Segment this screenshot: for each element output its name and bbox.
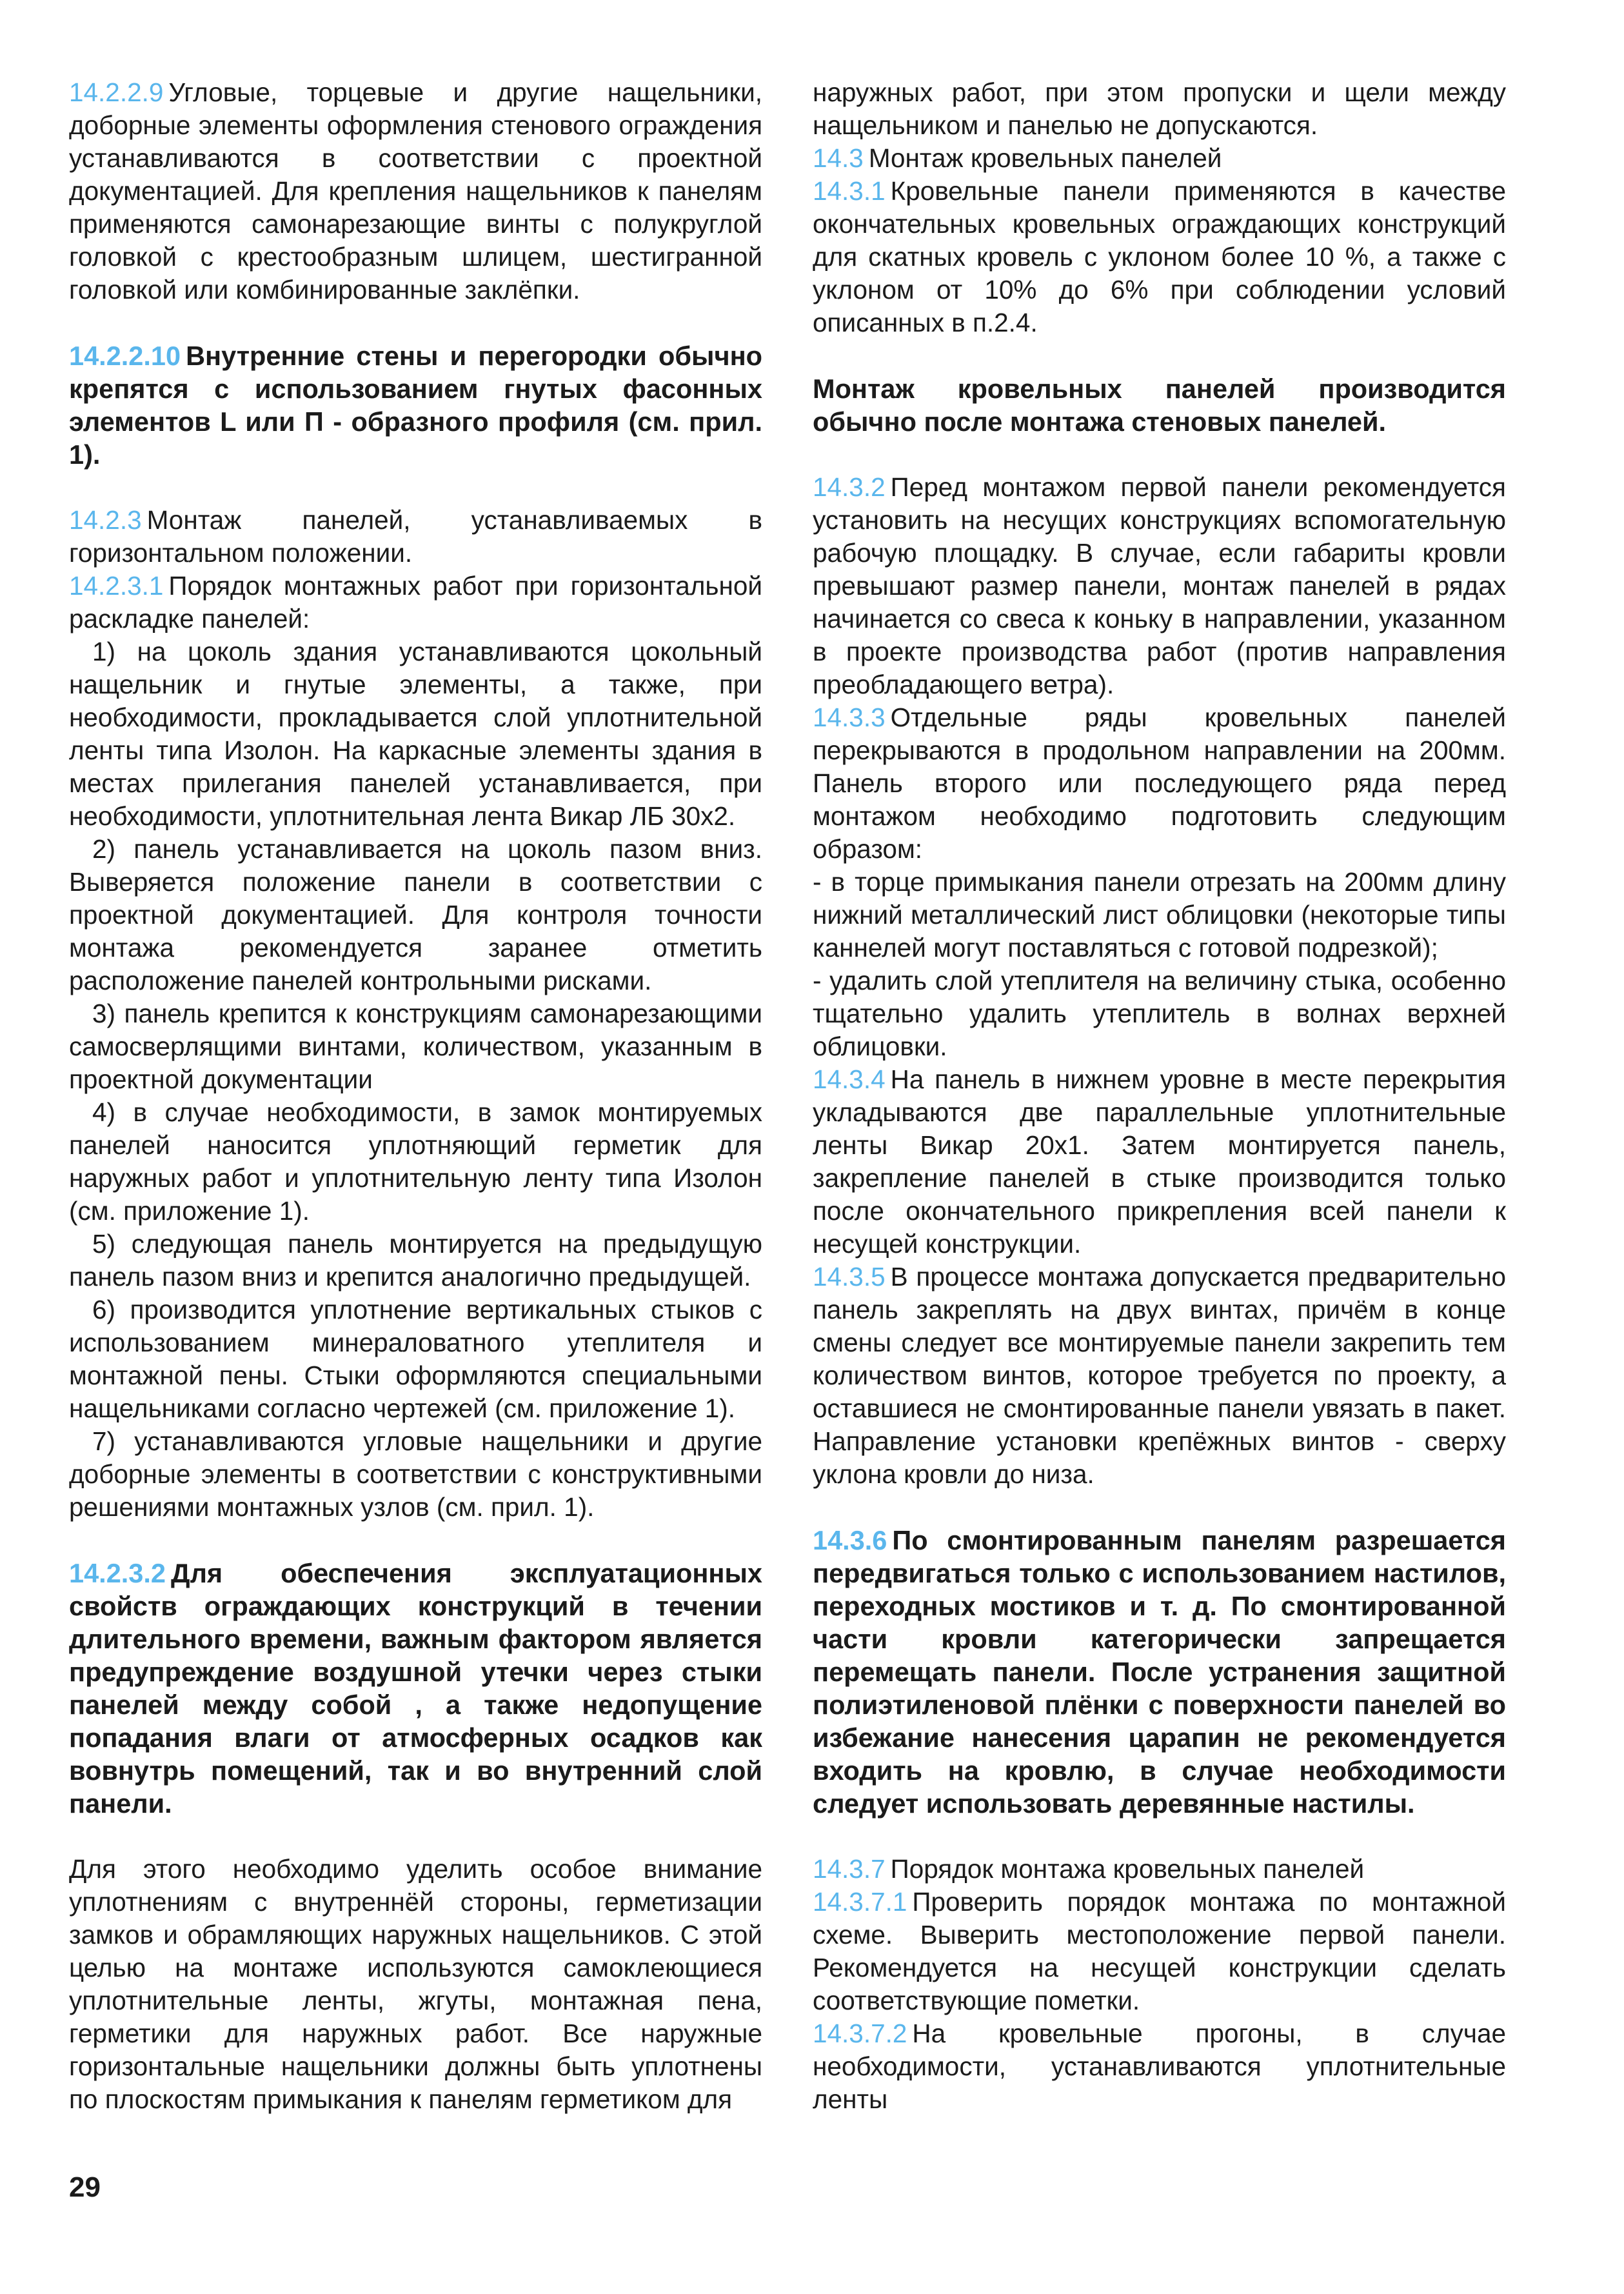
clause-number: 14.2.3.1 — [69, 571, 164, 601]
list-item: 4) в случае необходимости, в замок монтируемых панелей наносится уплотняющий герметик для наружных работ и уплотнительную ленту типа Изолон (см. приложение 1). — [69, 1097, 762, 1226]
list-item: 5) следующая панель монтируется на предыдущую панель пазом вниз и крепится аналогично предыдущей. — [69, 1229, 762, 1292]
clause-14-3-7 — [813, 1853, 1506, 1886]
clause-14-3-3 — [813, 701, 1506, 866]
clause-text: Монтаж кровельных панелей — [868, 143, 1222, 173]
clause-text: Перед монтажом первой панели рекомендуется установить на несущих конструкциях вспомогательную рабочую площадку. В случае, если габариты кровли превышают размер панели, монтаж панелей в рядах начинается со свеса к коньку в направлении, указанном в проекте производства работ (против направления преобладающего ветра). — [813, 472, 1506, 699]
clause-14-2-2-10 — [69, 339, 762, 471]
list-item: 3) панель крепится к конструкциям самонарезающими самосверлящими винтами, количеством, указанным в проектной документации — [69, 999, 762, 1094]
left-column — [69, 76, 762, 2116]
paragraph-continued: наружных работ, при этом пропуски и щели между нащельником и панелью не допускаются. — [813, 77, 1506, 140]
page-number: 29 — [69, 2171, 101, 2203]
clause-14-3-4 — [813, 1063, 1506, 1261]
clause-number: 14.3.1 — [813, 176, 886, 206]
list-item: 6) производится уплотнение вертикальных стыков с использованием минераловатного утеплителя и монтажной пены. Стыки оформляются специальными нащельниками согласно чертежей (см. приложение 1). — [69, 1295, 762, 1423]
clause-14-3-5 — [813, 1261, 1506, 1491]
clause-text: По смонтированным панелям разрешается передвигаться только с использованием настилов, переходных мостиков и т. д. По смонтированной части кровли категорически запрещается перемещать панели. После устранения защитной полиэтиленовой плёнки с поверхности панелей во избежание нанесения царапин не рекомендуется входить на кровлю, в случае необходимости следует использовать деревянные настилы. — [813, 1525, 1506, 1819]
clause-text: Для обеспечения эксплуатационных свойств ограждающих конструкций в течении длительного времени, важным фактором является предупреждение воздушной утечки через стыки панелей между собой , а также недопущение попадания влаги от атмосферных осадков как вовнутрь помещений, так и во внутренний слой панели. — [69, 1558, 762, 1819]
list-item: - удалить слой утеплителя на величину стыка, особенно тщательно удалить утеплитель в волнах верхней облицовки. — [813, 966, 1506, 1061]
clause-text: В процессе монтажа допускается предварительно панель закреплять на двух винтах, причём в конце смены следует все монтируемые панели закрепить тем количеством винтов, которое требуется по проекту, а оставшиеся не смонтированные панели увязать в пакет. Направление установки крепёжных винтов - сверху уклона кровли до низа. — [813, 1262, 1506, 1489]
clause-14-3-6 — [813, 1524, 1506, 1820]
list-item: 1) на цоколь здания устанавливаются цокольный нащельник и гнутые элементы, а также, при необходимости, прокладывается слой уплотнительной ленты типа Изолон. На каркасные элементы здания в местах прилегания панелей устанавливается, при необходимости, уплотнительная лента Викар ЛБ 30х2. — [69, 637, 762, 831]
clause-14-3 — [813, 142, 1506, 175]
clause-number: 14.2.3.2 — [69, 1558, 166, 1588]
clause-number: 14.3 — [813, 143, 864, 173]
clause-number: 14.3.7.1 — [813, 1887, 907, 1917]
clause-number: 14.3.2 — [813, 472, 886, 502]
clause-14-3-1 — [813, 175, 1506, 339]
clause-text: Угловые, торцевые и другие нащельники, доборные элементы оформления стенового ограждения устанавливаются в соответствии с проектной документацией. Для крепления нащельников к панелям применяются самонарезающие винты с полукруглой головкой с крестообразным шлицем, шестигранной головкой или комбинированные заклёпки. — [69, 77, 762, 304]
clause-14-3-2 — [813, 471, 1506, 701]
clause-text: Внутренние стены и перегородки обычно крепятся с использованием гнутых фасонных элементов L или П - образного профиля (см. прил. 1). — [69, 341, 762, 470]
clause-number: 14.2.2.9 — [69, 77, 164, 107]
clause-14-2-3-2 — [69, 1557, 762, 1820]
list-item: 2) панель устанавливается на цоколь пазом вниз. Выверяется положение панели в соответствии с проектной документацией. Для контроля точности монтажа рекомендуется заранее отметить расположение панелей контрольными рисками. — [69, 834, 762, 995]
clause-number: 14.3.6 — [813, 1525, 887, 1555]
clause-text: Порядок монтажных работ при горизонтальной раскладке панелей: — [69, 571, 762, 633]
clause-text: Отдельные ряды кровельных панелей перекрываются в продольном направлении на 200мм. Панель второго или последующего ряда перед монтажом необходимо подготовить следующим образом: — [813, 703, 1506, 864]
clause-text: Монтаж панелей, устанавливаемых в горизонтальном положении. — [69, 505, 762, 568]
clause-14-3-7-1 — [813, 1886, 1506, 2017]
clause-number: 14.3.5 — [813, 1262, 886, 1292]
list-item: - в торце примыкания панели отрезать на 200мм длину нижний металлический лист облицовки (некоторые типы каннелей могут поставляться с готовой подрезкой); — [813, 867, 1506, 962]
clause-number: 14.3.7.2 — [813, 2019, 907, 2048]
roof-mount-order-note: Монтаж кровельных панелей производится обычно после монтажа стеновых панелей. — [813, 374, 1506, 437]
clause-number: 14.2.2.10 — [69, 341, 181, 371]
list-item: 7) устанавливаются угловые нащельники и другие доборные элементы в соответствии с конструктивными решениями монтажных узлов (см. прил. 1). — [69, 1426, 762, 1522]
clause-number: 14.3.7 — [813, 1854, 886, 1884]
clause-number: 14.3.4 — [813, 1064, 886, 1094]
clause-14-2-2-9 — [69, 76, 762, 306]
clause-text: Кровельные панели применяются в качестве окончательных кровельных ограждающих конструкций для скатных кровель с уклоном более 10 %, а также с уклоном от 10% до 6% при соблюдении условий описанных в п.2.4. — [813, 176, 1506, 337]
clause-text: На панель в нижнем уровне в месте перекрытия укладываются две параллельные уплотнительные ленты Викар 20х1. Затем монтируется панель, закрепление панелей в стыке производится только после окончательного прикрепления всей панели к несущей конструкции. — [813, 1064, 1506, 1259]
right-column — [813, 76, 1506, 2116]
clause-14-2-3-1 — [69, 570, 762, 635]
clause-text: На кровельные прогоны, в случае необходимости, устанавливаются уплотнительные ленты — [813, 2019, 1506, 2114]
clause-14-2-3 — [69, 504, 762, 570]
clause-text: Проверить порядок монтажа по монтажной схеме. Выверить местоположение первой панели. Рекомендуется на несущей конструкции сделать соответствующие пометки. — [813, 1887, 1506, 2015]
clause-number: 14.3.3 — [813, 703, 886, 732]
clause-number: 14.2.3 — [69, 505, 142, 535]
clause-text: Порядок монтажа кровельных панелей — [890, 1854, 1365, 1884]
paragraph-sealing: Для этого необходимо уделить особое внимание уплотнениям с внутреннёй стороны, герметизации замков и обрамляющих наружных нащельников. С этой целью на монтаже используются самоклеющиеся уплотнительные ленты, жгуты, монтажная пена, герметики для наружных работ. Все наружные горизонтальные нащельники должны быть уплотнены по плоскостям примыкания к панелям герметиком для — [69, 1854, 762, 2114]
clause-14-3-7-2 — [813, 2017, 1506, 2116]
